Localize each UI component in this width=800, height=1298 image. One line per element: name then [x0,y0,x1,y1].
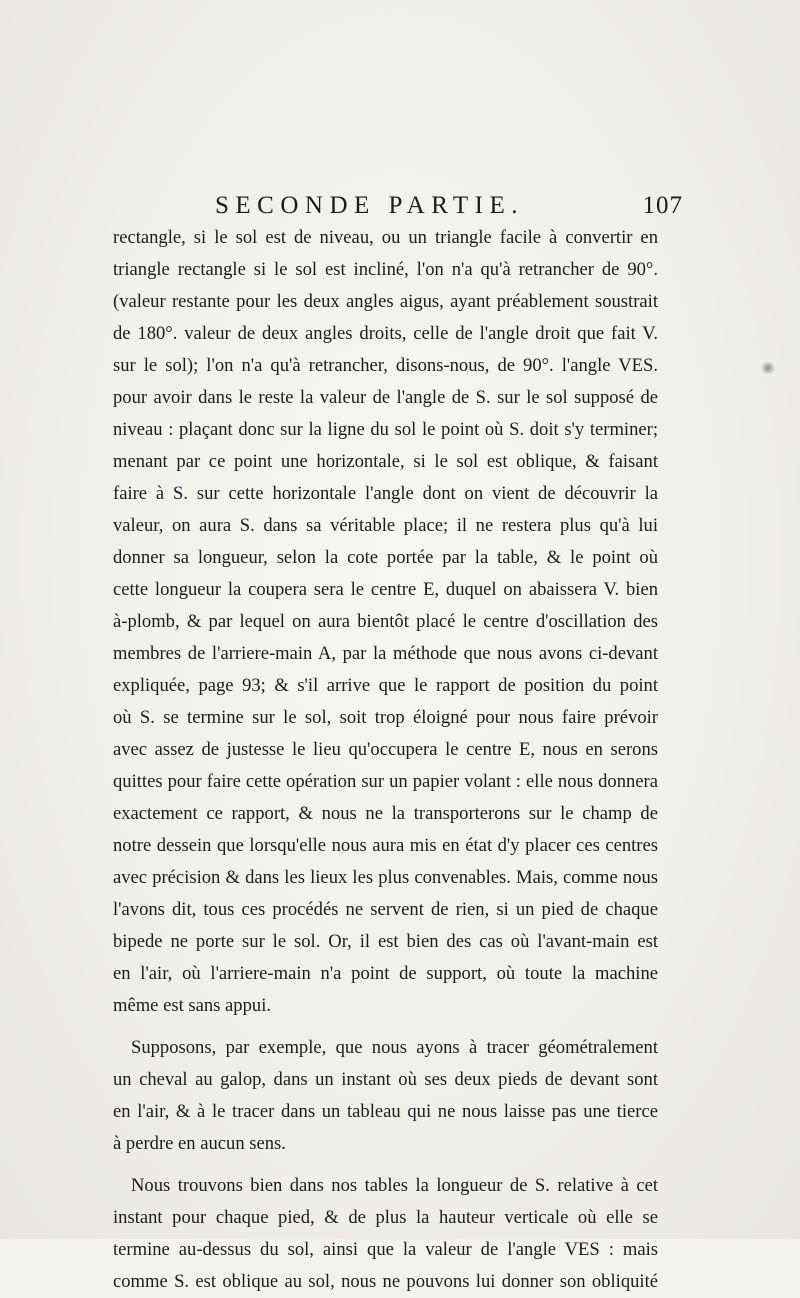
text-line: donner sa longueur, selon la cote portée par la table, & le point où [113,547,658,568]
text-line: menant par ce point une horizontale, si le sol est oblique, & faisant [113,451,658,472]
running-head: SECONDE PARTIE. [215,192,524,219]
text-line: bipede ne porte sur le sol. Or, il est bien des cas où l'avant-main est [113,931,658,952]
text-line: instant pour chaque pied, & de plus la hauteur verticale où elle se [113,1207,658,1228]
text-line: comme S. est oblique au sol, nous ne pouvons lui donner son obliquité [113,1271,658,1292]
text-line: à-plomb, & par lequel on aura bientôt placé le centre d'oscillation des [113,611,658,632]
text-line: sur le sol); l'on n'a qu'à retrancher, disons-nous, de 90°. l'angle VES. [113,355,658,376]
paragraph [113,222,658,1022]
text-line: à perdre en aucun sens. [113,1133,286,1154]
text-line: pour avoir dans le reste la valeur de l'angle de S. sur le sol supposé de [113,387,658,408]
text-line: Supposons, par exemple, que nous ayons à tracer géométralement [131,1037,658,1058]
text-line: valeur, on aura S. dans sa véritable place; il ne restera plus qu'à lui [113,515,658,536]
text-line: membres de l'arriere-main A, par la méthode que nous avons ci-devant [113,643,658,664]
text-line: notre dessein que lorsqu'elle nous aura mis en état d'y placer ces centres [113,835,658,856]
text-line: rectangle, si le sol est de niveau, ou un triangle facile à convertir en [113,227,658,248]
text-line: (valeur restante pour les deux angles aigus, ayant préablement soustrait [113,291,658,312]
text-line: en l'air, & à le tracer dans un tableau qui ne nous laisse pas une tierce [113,1101,658,1122]
ink-smudge [760,362,776,374]
text-line: où S. se termine sur le sol, soit trop éloigné pour nous faire prévoir [113,707,658,728]
page-number: 107 [642,192,683,219]
text-line: quittes pour faire cette opération sur un papier volant : elle nous donnera [113,771,658,792]
text-line: avec précision & dans les lieux les plus convenables. Mais, comme nous [113,867,658,888]
text-line: niveau : plaçant donc sur la ligne du sol le point où S. doit s'y terminer; [113,419,658,440]
text-line: en l'air, où l'arriere-main n'a point de support, où toute la machine [113,963,658,984]
paragraph [113,1170,658,1298]
text-line: Nous trouvons bien dans nos tables la longueur de S. relative à cet [131,1175,658,1196]
text-line: exactement ce rapport, & nous ne la transporterons sur le champ de [113,803,658,824]
text-line: de 180°. valeur de deux angles droits, celle de l'angle droit que fait V. [113,323,658,344]
text-line: avec assez de justesse le lieu qu'occupera le centre E, nous en serons [113,739,658,760]
text-line: l'avons dit, tous ces procédés ne servent de rien, si un pied de chaque [113,899,658,920]
text-line: expliquée, page 93; & s'il arrive que le rapport de position du point [113,675,658,696]
text-line: même est sans appui. [113,995,272,1016]
text-line: faire à S. sur cette horizontale l'angle dont on vient de découvrir la [113,483,658,504]
text-line: un cheval au galop, dans un instant où ses deux pieds de devant sont [113,1069,658,1090]
paragraph [113,1032,658,1160]
text-line: cette longueur la coupera sera le centre E, duquel on abaissera V. bien [113,579,658,600]
text-line: triangle rectangle si le sol est incliné, l'on n'a qu'à retrancher de 90°. [113,259,658,280]
text-line: termine au-dessus du sol, ainsi que la valeur de l'angle VES : mais [113,1239,658,1260]
body-text [113,222,658,1298]
